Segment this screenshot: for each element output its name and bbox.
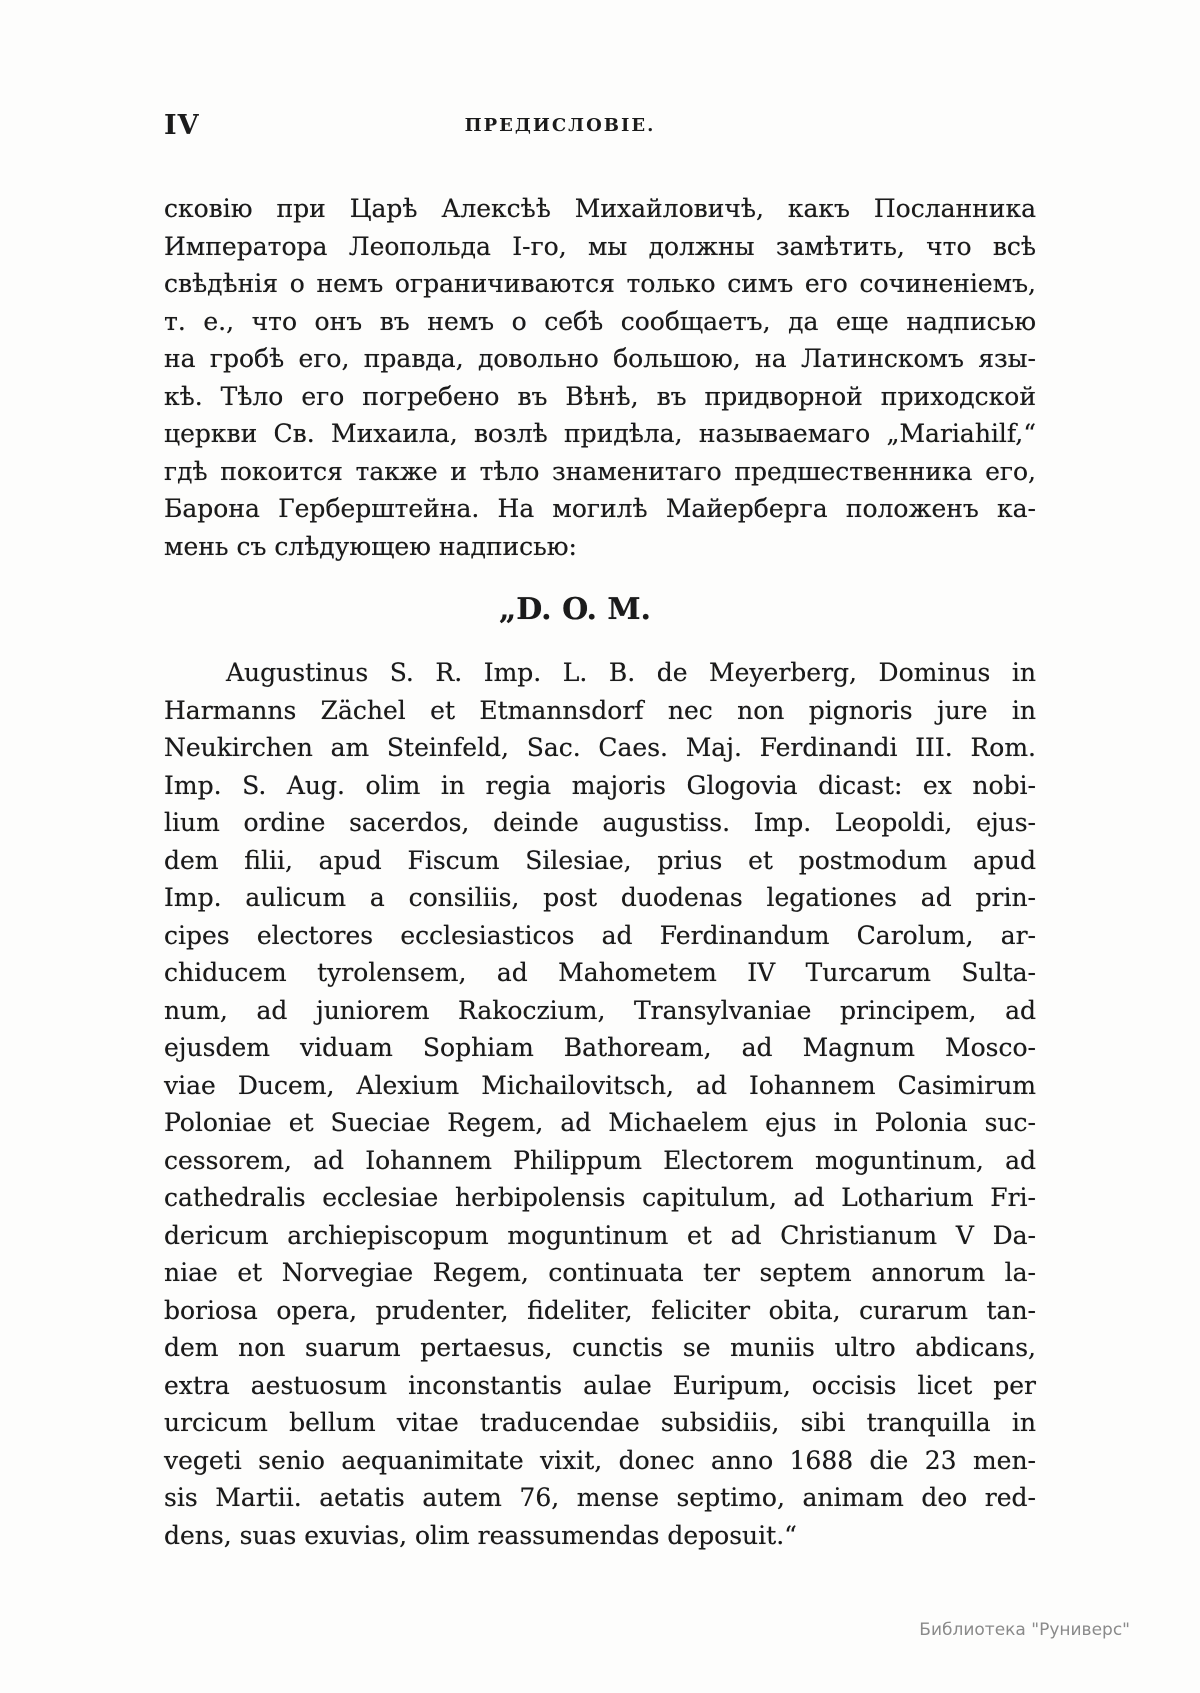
text-line: свѣдѣнія о немъ ограничиваются только симъ его сочиненіемъ, bbox=[164, 269, 1036, 298]
text-line: Poloniae et Sueciae Regem, ad Michaelem ejus in Polonia suc- bbox=[164, 1108, 1036, 1137]
text-line: dem non suarum pertaesus, cunctis se muniis ultro abdicans, bbox=[164, 1333, 1036, 1362]
text-line: мень съ слѣдующею надписью: bbox=[164, 531, 577, 561]
text-line: кѣ. Тѣло его погребено въ Вѣнѣ, въ придворной приходской bbox=[164, 381, 1036, 411]
russian-paragraph bbox=[164, 190, 1036, 565]
text-line: Augustinus S. R. Imp. L. B. de Meyerberg, Dominus in bbox=[226, 658, 1036, 687]
text-line: гдѣ покоится также и тѣло знаменитаго предшественника его, bbox=[164, 456, 1036, 486]
running-title: ПРЕДИСЛОВІЕ. bbox=[464, 115, 656, 136]
latin-paragraph bbox=[164, 654, 1036, 1554]
text-line: Барона Герберштейна. На могилѣ Майерберга положенъ ка- bbox=[164, 494, 1036, 523]
page-header bbox=[164, 110, 1036, 140]
text-line: viae Ducem, Alexium Michailovitsch, ad Iohannem Casimirum bbox=[164, 1070, 1036, 1100]
page-number: IV bbox=[164, 110, 200, 141]
library-watermark: Библиотека "Руниверс" bbox=[919, 1620, 1130, 1640]
text-line: lium ordine sacerdos, deinde augustiss. Imp. Leopoldi, ejus- bbox=[164, 808, 1036, 837]
text-line: церкви Св. Михаила, возлѣ придѣла, называемаго „Mariahilf,“ bbox=[164, 419, 1036, 448]
dom-inscription-heading: „D. O. M. bbox=[498, 592, 651, 627]
text-line: т. е., что онъ въ немъ о себѣ сообщаетъ, да еще надписью bbox=[164, 306, 1036, 336]
text-line: Neukirchen am Steinfeld, Sac. Caes. Maj. Ferdinandi III. Rom. bbox=[164, 733, 1036, 762]
text-line: dem filii, apud Fiscum Silesiae, prius et postmodum apud bbox=[164, 845, 1036, 875]
text-line: сковію при Царѣ Алексѣѣ Михайловичѣ, какъ Посланника bbox=[164, 194, 1036, 223]
text-line: urcicum bellum vitae traducendae subsidiis, sibi tranquilla in bbox=[164, 1408, 1036, 1437]
text-line: Imp. S. Aug. olim in regia majoris Glogovia dicast: ex nobi- bbox=[164, 770, 1036, 800]
text-line: extra aestuosum inconstantis aulae Euripum, occisis licet per bbox=[164, 1370, 1036, 1400]
text-line: cathedralis ecclesiae herbipolensis capitulum, ad Lotharium Fri- bbox=[164, 1183, 1036, 1212]
text-line: vegeti senio aequanimitate vixit, donec anno 1688 die 23 men- bbox=[164, 1445, 1036, 1475]
text-line: Imp. aulicum a consiliis, post duodenas legationes ad prin- bbox=[164, 883, 1036, 912]
text-line: chiducem tyrolensem, ad Mahometem IV Turcarum Sulta- bbox=[164, 958, 1036, 987]
text-line: Императора Леопольда І-го, мы должны замѣтить, что всѣ bbox=[164, 231, 1036, 261]
text-line: dens, suas exuvias, olim reassumendas deposuit.“ bbox=[164, 1520, 797, 1550]
text-line: sis Martii. aetatis autem 76, mense septimo, animam deo red- bbox=[164, 1483, 1036, 1512]
text-line: Harmanns Zächel et Etmannsdorf nec non pignoris jure in bbox=[164, 695, 1036, 725]
text-line: на гробѣ его, правда, довольно большою, на Латинскомъ язы- bbox=[164, 344, 1036, 373]
text-line: num, ad juniorem Rakoczium, Transylvaniae principem, ad bbox=[164, 995, 1036, 1025]
text-line: boriosa opera, prudenter, fideliter, feliciter obita, curarum tan- bbox=[164, 1295, 1036, 1325]
main-text-block bbox=[164, 190, 1036, 1554]
text-line: niae et Norvegiae Regem, continuata ter septem annorum la- bbox=[164, 1258, 1036, 1287]
text-line: ejusdem viduam Sophiam Bathoream, ad Magnum Mosco- bbox=[164, 1033, 1036, 1062]
text-line: cessorem, ad Iohannem Philippum Electorem moguntinum, ad bbox=[164, 1145, 1036, 1175]
text-line: cipes electores ecclesiasticos ad Ferdinandum Carolum, ar- bbox=[164, 920, 1036, 950]
text-line: dericum archiepiscopum moguntinum et ad Christianum V Da- bbox=[164, 1220, 1036, 1250]
